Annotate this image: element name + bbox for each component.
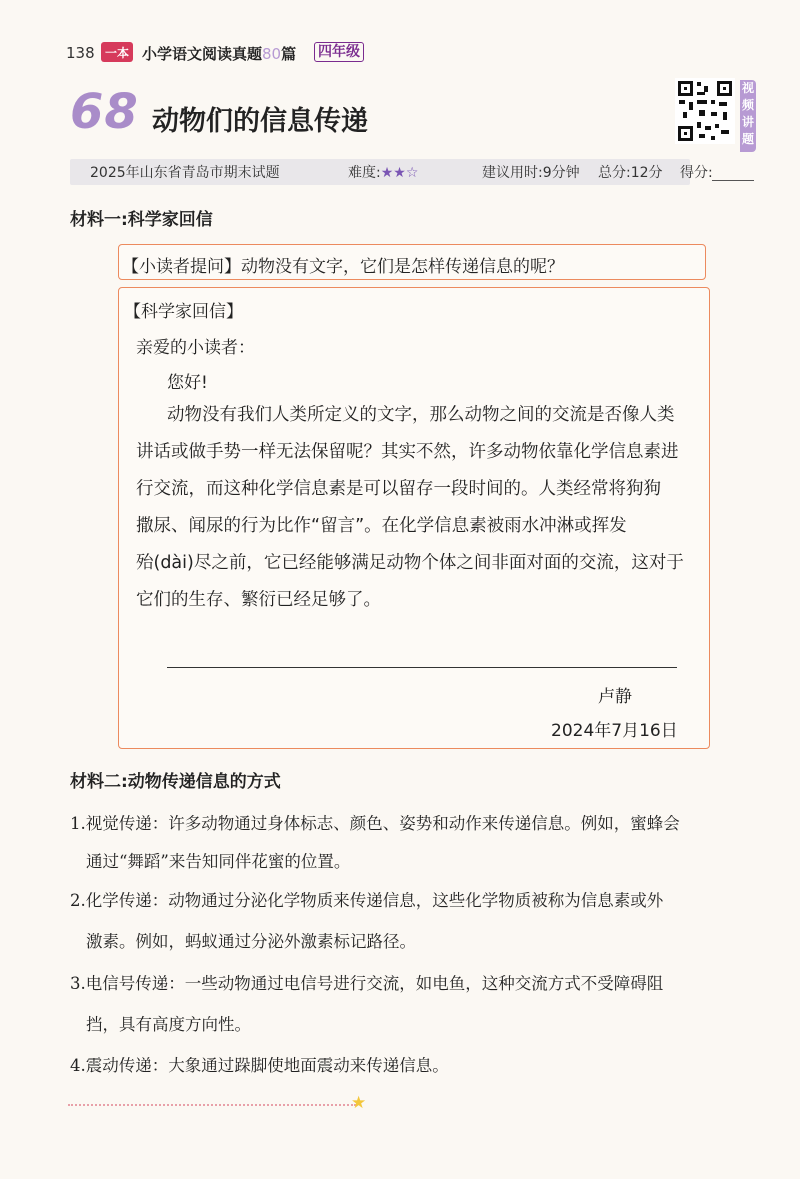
difficulty-stars-icon: ★★☆ [380,165,419,181]
reader-question: 【小读者提问】动物没有文字，它们是怎样传递信息的呢？ [122,257,564,277]
video-explanation-tab[interactable]: 视 频 讲 题 [740,80,756,152]
score-label: 得分: [680,165,713,181]
book-title-suffix: 篇 [281,45,297,63]
list-item: 2.化学传递：动物通过分泌化学物质来传递信息，这些化学物质被称为信息素或外 [70,891,664,910]
letter-line: 行交流，而这种化学信息素是可以留存一段时间的。人类经常将狗狗 [136,479,661,499]
exam-source: 2025年山东省青岛市期末试题 [90,165,280,181]
letter-line: 动物没有我们人类所定义的文字，那么动物之间的交流是否像人类 [167,405,675,425]
list-item: 1.视觉传递：许多动物通过身体标志、颜色、姿势和动作来传递信息。例如，蜜蜂会 [70,814,680,833]
letter-salutation: 您好! [167,373,208,393]
suggested-time: 建议用时:9分钟 [482,165,580,181]
material1-heading: 材料一:科学家回信 [70,210,213,230]
letter-line: 殆(dài)尽之前，它已经能够满足动物个体之间非面对面的交流，这对于 [136,553,684,573]
list-item-cont: 激素。例如，蚂蚁通过分泌外激素标记路径。 [86,932,416,951]
decorative-dotted-line [68,1104,356,1106]
star-icon: ★ [351,1093,367,1113]
letter-line: 它们的生存、繁衍已经足够了。 [136,590,381,610]
list-item: 4.震动传递：大象通过跺脚使地面震动来传递信息。 [70,1056,449,1075]
book-title-prefix: 小学语文阅读真题 [142,45,263,63]
difficulty [348,162,418,182]
score-blank[interactable] [712,162,754,181]
reply-tag: 【科学家回信】 [124,302,243,322]
material2-heading: 材料二:动物传递信息的方式 [70,772,281,792]
list-item: 3.电信号传递：一些动物通过电信号进行交流，如电鱼，这种交流方式不受障碍阻 [70,974,664,993]
letter-line: 讲话或做手势一样无法保留呢？其实不然，许多动物依靠化学信息素进 [136,442,679,462]
book-title [142,43,296,64]
brand-badge: 一本 [101,42,133,62]
list-item-cont: 通过“舞蹈”来告知同伴花蜜的位置。 [86,852,351,871]
book-title-number: 80 [262,45,282,63]
page-number: 138 [66,44,95,62]
total-score: 总分:12分 [598,165,663,181]
letter-line: 撒尿、闻尿的行为比作“留言”。在化学信息素被雨水冲淋或挥发 [136,516,627,536]
list-item-cont: 挡，具有高度方向性。 [86,1015,251,1034]
lesson-title: 动物们的信息传递 [152,106,368,137]
qr-code-icon[interactable] [675,78,735,144]
signature-divider [167,667,677,668]
letter-date: 2024年7月16日 [551,721,678,741]
difficulty-label: 难度: [348,165,381,181]
score-field [680,162,713,182]
signature-name: 卢静 [598,687,632,707]
grade-badge: 四年级 [314,42,364,62]
letter-greeting: 亲爱的小读者： [136,338,255,358]
lesson-number: 68 [70,84,139,140]
